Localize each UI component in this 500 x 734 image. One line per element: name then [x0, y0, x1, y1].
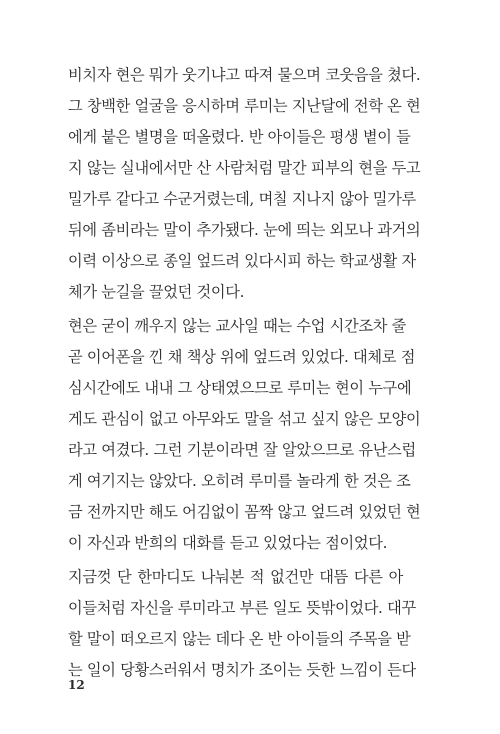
text-line: 체가 눈길을 끌었던 것이다.	[68, 283, 245, 301]
text-line: 지금껏 단 한마디도 나눠본 적 없건만 대뜸 다른 아	[68, 568, 403, 586]
text-line: 심시간에도 내내 그 상태였으므로 루미는 현이 누구에	[68, 379, 412, 397]
text-line: 현은 굳이 깨우지 않는 교사일 때는 수업 시간조차 줄	[68, 317, 407, 335]
text-line: 이 자신과 반희의 대화를 듣고 있었다는 점이었다.	[68, 534, 388, 552]
text-line: 라고 여겼다. 그런 기분이라면 잘 알았으므로 유난스럽	[68, 441, 416, 459]
text-line: 곧 이어폰을 낀 채 책상 위에 엎드려 있었다. 대체로 점	[68, 348, 416, 366]
page-number: 12	[68, 678, 85, 692]
text-line: 밀가루 같다고 수군거렸는데, 며칠 지나지 않아 밀가루	[68, 190, 416, 208]
text-line: 는 일이 당황스러워서 명치가 조이는 듯한 느낌이 든다	[68, 661, 416, 679]
text-line: 비치자 현은 뭐가 웃기냐고 따져 물으며 코웃음을 쳤다.	[68, 66, 421, 84]
text-line: 그 창백한 얼굴을 응시하며 루미는 지난달에 전학 온 현	[68, 97, 421, 115]
paragraph-1	[68, 60, 421, 308]
text-line: 이들처럼 자신을 루미라고 부른 일도 뜻밖이었다. 대꾸	[68, 599, 416, 617]
paragraph-3	[68, 562, 416, 686]
text-line: 이력 이상으로 종일 엎드려 있다시피 하는 학교생활 자	[68, 252, 416, 270]
text-line: 게도 관심이 없고 아무와도 말을 섞고 싶지 않은 모양이	[68, 410, 421, 428]
text-line: 지 않는 실내에서만 산 사람처럼 말간 피부의 현을 두고	[68, 159, 421, 177]
page-body	[68, 60, 421, 686]
text-line: 뒤에 좀비라는 말이 추가됐다. 눈에 띄는 외모나 과거의	[68, 221, 421, 239]
paragraph-2	[68, 311, 421, 559]
text-line: 할 말이 떠오르지 않는 데다 온 반 아이들의 주목을 받	[68, 630, 411, 648]
text-line: 게 여기지는 않았다. 오히려 루미를 놀라게 한 것은 조	[68, 472, 411, 490]
text-line: 에게 붙은 별명을 떠올렸다. 반 아이들은 평생 볕이 들	[68, 128, 411, 146]
text-line: 금 전까지만 해도 어김없이 꼼짝 않고 엎드려 있었던 현	[68, 503, 421, 521]
